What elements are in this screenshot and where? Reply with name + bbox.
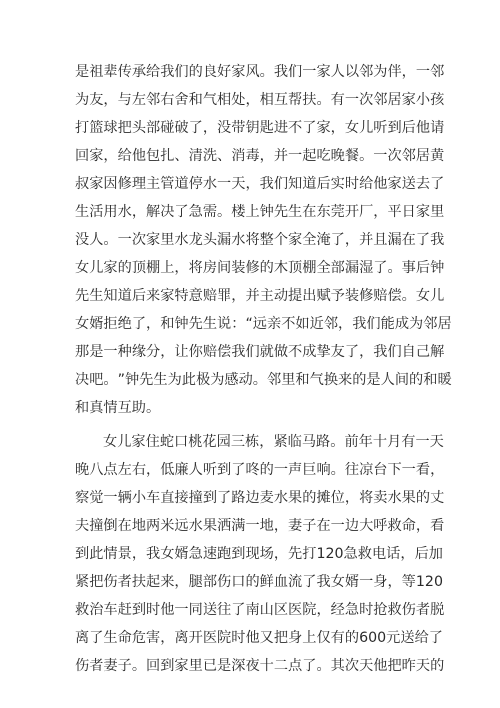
text-line-21: 离 了 生 命 危 害 ， 离 开 医 院 时 他 又 把 身 上 仅 有 的 6 0 0 元 送 给 了 (75, 630, 443, 646)
text-line-12: 决 吧 。 ” 钟 先 生 为 此 极 为 感 动 。 邻 里 和 气 换 来 的 是 人 间 的 和 暖 (75, 372, 452, 388)
text-line-3: 打 篮 球 把 头 部 碰 破 了 ， 没 带 钥 匙 进 不 了 家 ， 女 儿 听 到 后 他 请 (75, 120, 445, 136)
text-line-1: 是 祖 辈 传 承 给 我 们 的 良 好 家 风 。 我 们 一 家 人 以 邻 为 伴 ， 一 邻 (75, 64, 445, 80)
text-line-7: 没 人 。 一 次 家 里 水 龙 头 漏 水 将 整 个 家 全 淹 了 ， 并 且 漏 在 了 我 (75, 232, 445, 248)
text-line-18: 到 此 情 景 ， 我 女 婿 急 速 跑 到 现 场 ， 先 打 1 2 0 急 救 电 话 ， 后 加 (75, 546, 443, 562)
text-line-20: 救 治 车 赶 到 时 他 一 同 送 往 了 南 山 区 医 院 ， 经 急 时 抢 救 伤 者 脱 (75, 602, 445, 618)
text-line-16: 察 觉 一 辆 小 车 直 接 撞 到 了 路 边 麦 水 果 的 摊 位 ， 将 卖 水 果 的 丈 (75, 490, 445, 506)
text-line-11: 那 是 一 种 缘 分 ， 让 你 赔 偿 我 们 就 做 不 成 挚 友 了 ， 我 们 自 己 解 (75, 344, 445, 360)
text-line-15: 晚 八 点 左 右 ， 低 廉 人 听 到 了 咚 的 一 声 巨 响 。 往 凉 台 下 一 看 ， (75, 462, 445, 478)
text-line-5: 叔 家 因 修 理 主 管 道 停 水 一 天 ， 我 们 知 道 后 实 时 给 他 家 送 去 了 (75, 176, 445, 192)
text-line-8: 女 儿 家 的 顶 棚 上 ， 将 房 间 装 修 的 木 顶 棚 全 部 漏 湿 了 。 事 后 钟 (75, 260, 445, 276)
text-line-17: 夫 撞 倒 在 地 两 米 远 水 果 洒 满 一 地 ， 妻 子 在 一 边 大 呼 救 命 ， 看 (75, 518, 445, 534)
text-line-22: 伤 者 妻 子 。 回 到 家 里 已 是 深 夜 十 二 点 了 。 其 次 天 他 把 昨 天 的 (75, 658, 445, 674)
text-line-4: 回 家 ， 给 他 包 扎 、 清 洗 、 消 毒 ， 并 一 起 吃 晚 餐 。 一 次 邻 居 黄 (75, 148, 445, 164)
text-line-10: 女 婿 拒 绝 了 ， 和 钟 先 生 说 ： “ 远 亲 不 如 近 邻 ， 我 们 能 成 为 邻 居 (75, 316, 452, 332)
text-line-13: 和真情互助。 (75, 400, 161, 416)
text-line-19: 紧 把 伤 者 扶 起 来 ， 腿 部 伤 口 的 鲜 血 流 了 我 女 婿 一 身 ， 等 1 2 0 (75, 574, 443, 590)
text-line-2: 为 友 ， 与 左 邻 右 舍 和 气 相 处 ， 相 互 帮 扶 。 有 一 次 邻 居 家 小 孩 (75, 92, 445, 108)
text-line-6: 生 活 用 水 ， 解 决 了 急 需 。 楼 上 钟 先 生 在 东 莞 开 厂 ， 平 日 家 里 (75, 204, 445, 220)
text-line-9: 先 生 知 道 后 来 家 特 意 赔 罪 ， 并 主 动 提 出 赋 予 装 修 赔 偿 。 女 儿 (75, 288, 445, 304)
text-line-14: 女 儿 家 住 蛇 口 桃 花 园 三 栋 ， 紧 临 马 路 。 前 年 十 月 有 一 天 (103, 434, 444, 450)
